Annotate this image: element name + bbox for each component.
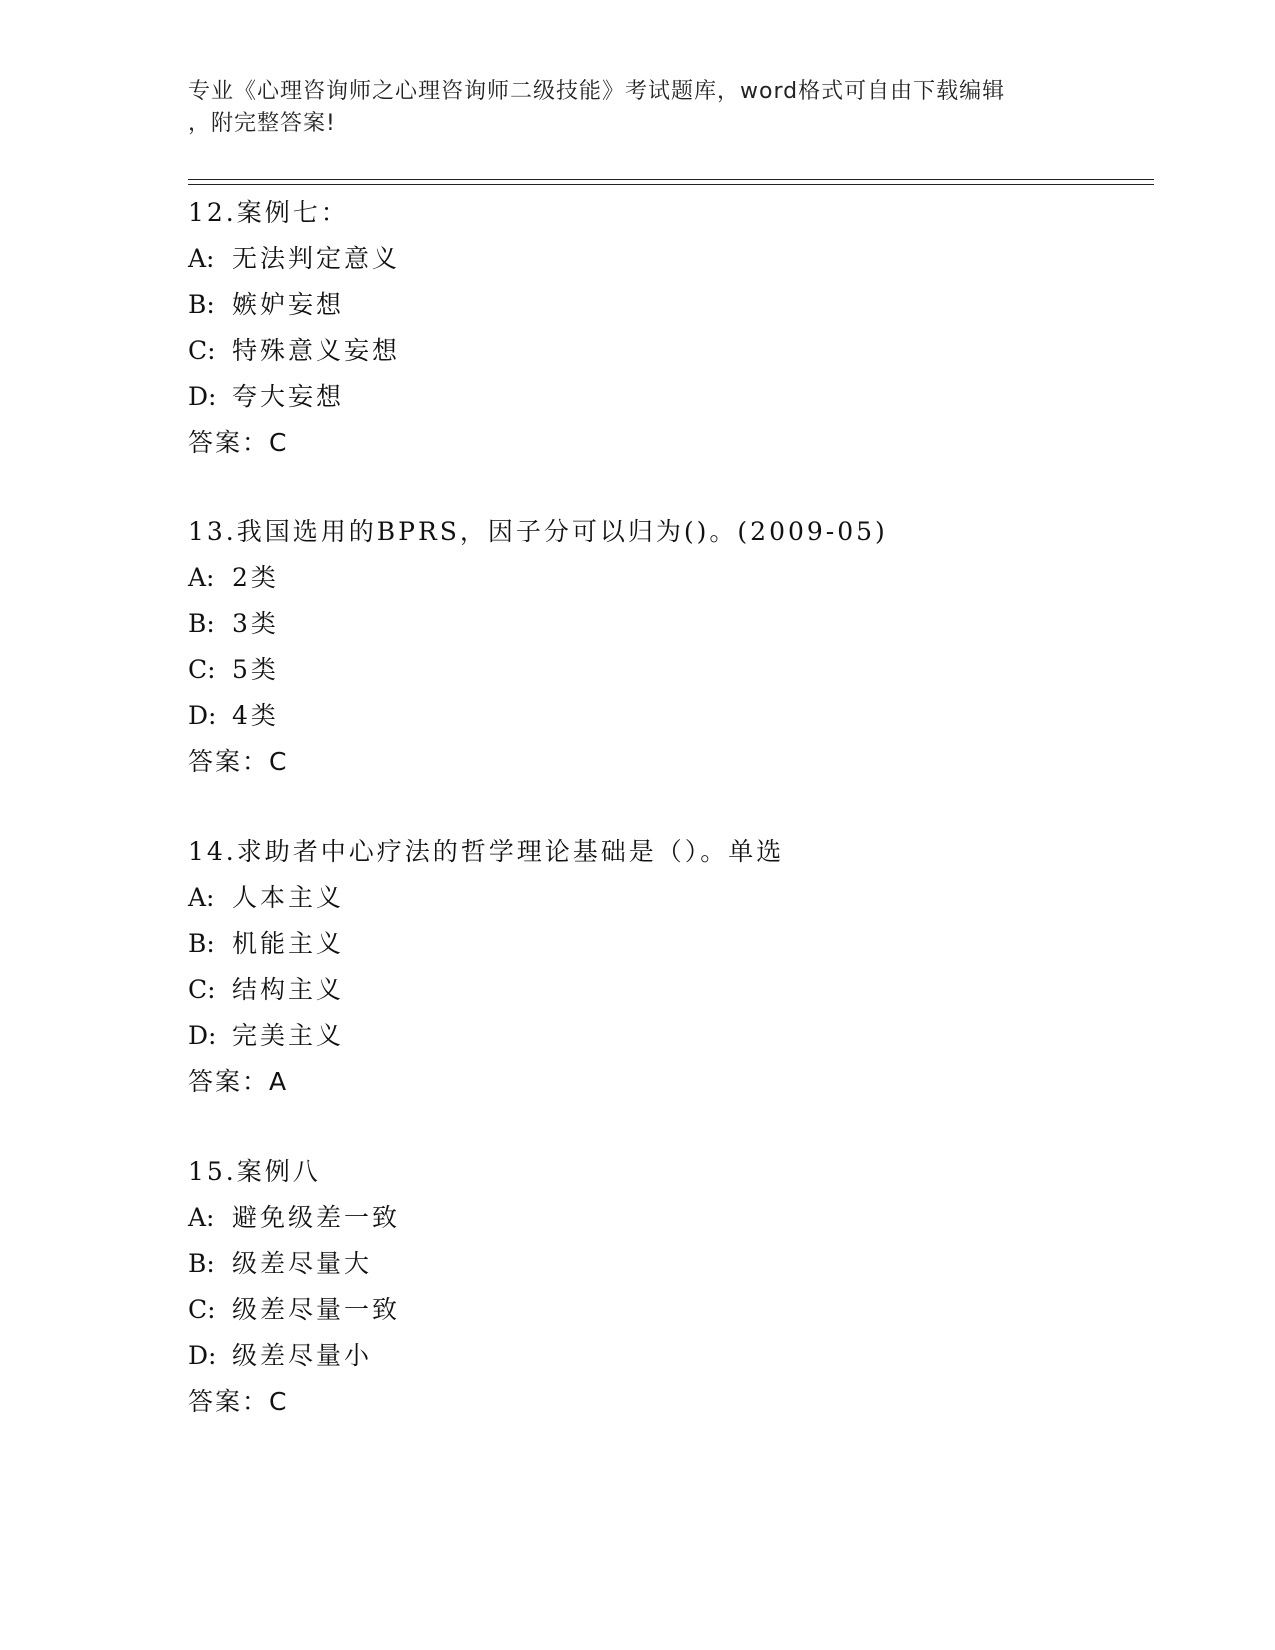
- question-14: [188, 829, 1148, 1105]
- option-c: [188, 328, 1148, 374]
- header-divider-bottom: [188, 184, 1154, 185]
- option-letter: D:: [188, 701, 217, 730]
- option-a: [188, 1195, 1148, 1241]
- option-a: [188, 555, 1148, 601]
- option-letter: D:: [188, 1341, 217, 1370]
- option-letter: B:: [188, 609, 215, 638]
- option-text: 2类: [232, 563, 279, 592]
- option-text: 人本主义: [232, 883, 345, 912]
- question-stem: 13.我国选用的BPRS，因子分可以归为()。(2009-05): [188, 517, 888, 546]
- document-header: [188, 76, 1088, 140]
- option-text: 特殊意义妄想: [232, 336, 401, 365]
- question-stem: 12.案例七：: [188, 198, 349, 227]
- option-d: [188, 374, 1148, 420]
- option-text: 3类: [232, 609, 279, 638]
- option-b: [188, 921, 1148, 967]
- option-d: [188, 1333, 1148, 1379]
- header-line-1: 专业《心理咨询师之心理咨询师二级技能》考试题库，word格式可自由下载编辑: [188, 79, 1006, 104]
- option-d: [188, 1013, 1148, 1059]
- option-a: [188, 236, 1148, 282]
- header-divider-top: [188, 179, 1154, 180]
- option-text: 避免级差一致: [232, 1203, 401, 1232]
- option-letter: A:: [188, 883, 215, 912]
- question-stem: 14.求助者中心疗法的哲学理论基础是（）。单选: [188, 837, 785, 866]
- option-c: [188, 647, 1148, 693]
- answer-line: 答案：C: [188, 428, 289, 457]
- option-c: [188, 1287, 1148, 1333]
- header-line-2: ，附完整答案!: [188, 111, 336, 136]
- answer-line: 答案：C: [188, 1387, 289, 1416]
- option-text: 级差尽量一致: [232, 1295, 401, 1324]
- option-d: [188, 693, 1148, 739]
- answer-line: 答案：C: [188, 747, 289, 776]
- option-letter: A:: [188, 244, 215, 273]
- option-letter: C:: [188, 1295, 216, 1324]
- option-text: 结构主义: [232, 975, 345, 1004]
- option-text: 完美主义: [232, 1021, 345, 1050]
- option-text: 嫉妒妄想: [232, 290, 345, 319]
- question-15: [188, 1149, 1148, 1425]
- option-c: [188, 967, 1148, 1013]
- option-letter: C:: [188, 975, 216, 1004]
- option-text: 夸大妄想: [232, 382, 345, 411]
- option-text: 机能主义: [232, 929, 345, 958]
- question-stem: 15.案例八: [188, 1157, 321, 1186]
- option-letter: B:: [188, 929, 215, 958]
- answer-line: 答案：A: [188, 1067, 289, 1096]
- option-letter: B:: [188, 1249, 215, 1278]
- option-text: 无法判定意义: [232, 244, 401, 273]
- option-letter: D:: [188, 382, 217, 411]
- option-b: [188, 601, 1148, 647]
- option-text: 级差尽量大: [232, 1249, 373, 1278]
- option-text: 级差尽量小: [232, 1341, 373, 1370]
- option-text: 4类: [232, 701, 279, 730]
- option-letter: D:: [188, 1021, 217, 1050]
- question-12: [188, 190, 1148, 466]
- option-letter: C:: [188, 336, 216, 365]
- question-13: [188, 509, 1148, 785]
- option-b: [188, 1241, 1148, 1287]
- option-letter: A:: [188, 563, 215, 592]
- option-letter: B:: [188, 290, 215, 319]
- option-a: [188, 875, 1148, 921]
- option-b: [188, 282, 1148, 328]
- option-letter: A:: [188, 1203, 215, 1232]
- option-letter: C:: [188, 655, 216, 684]
- option-text: 5类: [232, 655, 279, 684]
